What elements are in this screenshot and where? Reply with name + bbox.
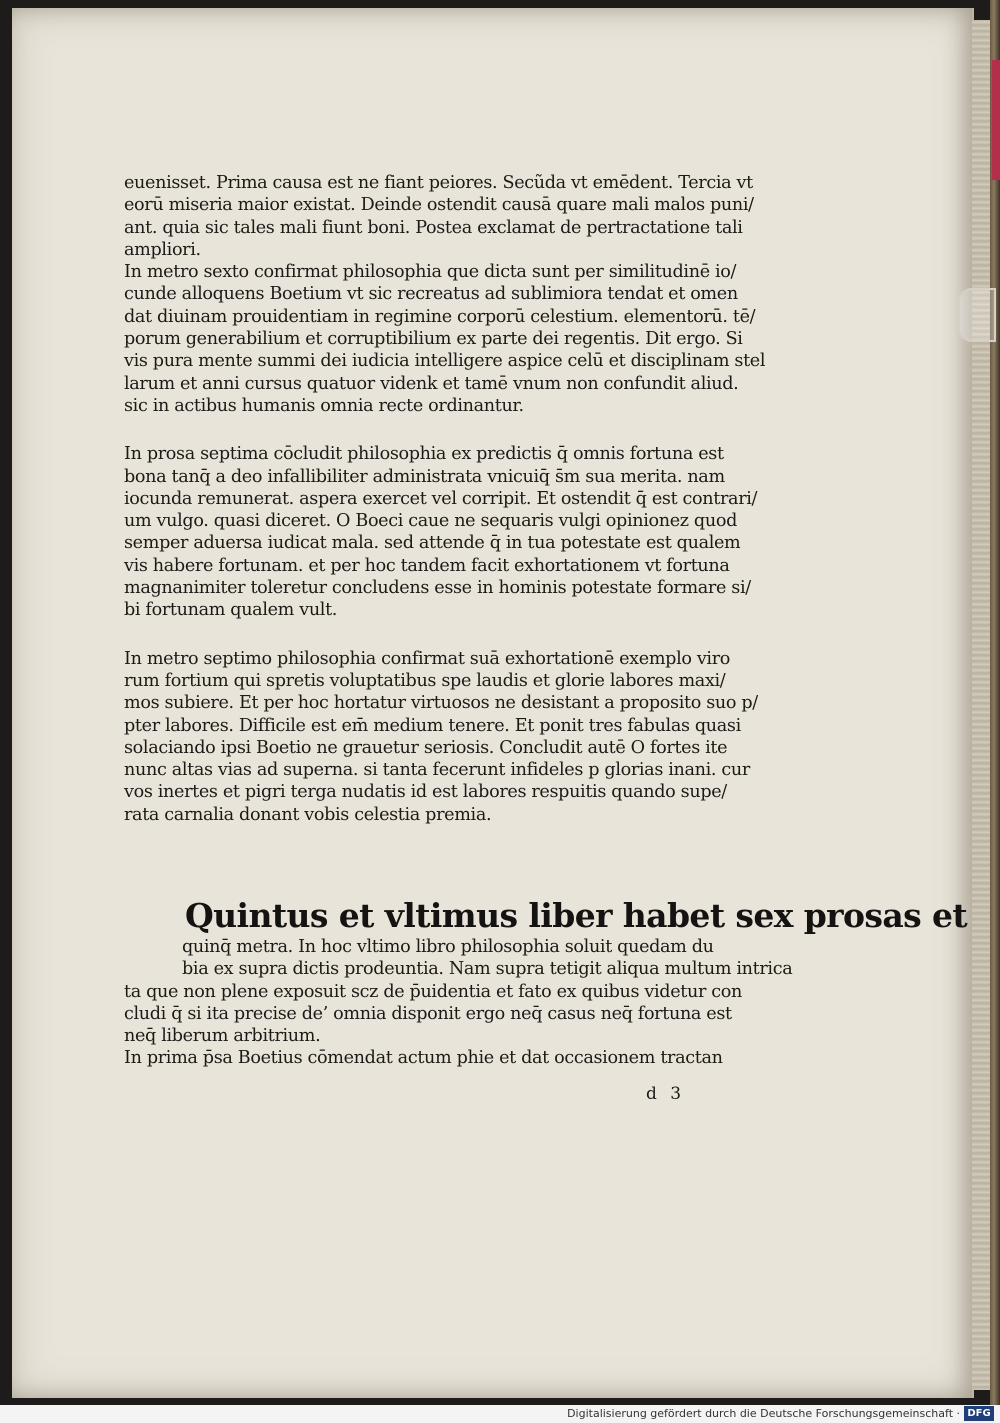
text-line: vis habere fortunam. et per hoc tandem facit exhortationem vt fortuna (124, 555, 730, 576)
paragraph-prosa-septima (124, 443, 764, 621)
binding-red-ribbon (992, 60, 1000, 180)
text-line: dat diuinam prouidentiam in regimine corporū celestium. elementorū. tē/ (124, 306, 756, 327)
signature-mark: d 3 (646, 1084, 686, 1104)
text-line: eorū miseria maior existat. Deinde ostendit causā quare mali malos puni/ (124, 195, 754, 216)
text-line: ampliori. (124, 239, 201, 260)
text-line: larum et anni cursus quatuor videnk et tamē vnum non confundit aliud. (124, 373, 739, 394)
paragraph-metrum-septimum (124, 648, 764, 826)
text-line: euenisset. Prima causa est ne fiant peiores. Secũda vt emēdent. Tercia vt (124, 173, 753, 193)
text-line: ant. quia sic tales mali fiunt boni. Postea exclamat de pertractatione tali (124, 217, 743, 238)
text-line: vis pura mente summi dei iudicia intelligere aspice celū et disciplinam stel (124, 351, 766, 372)
text-line: nunc altas vias ad superna. si tanta fecerunt infideles p glorias inani. cur (124, 760, 750, 781)
text-line: rata carnalia donant vobis celestia premia. (124, 804, 492, 825)
text-line: cludi q̄ si ita precise de’ omnia disponit ergo neq̄ casus neq̄ fortuna est (124, 1003, 732, 1024)
text-line: porum generabilium et corruptibilium ex parte dei regentis. Dit ergo. Si (124, 329, 743, 350)
text-line: mos subiere. Et per hoc hortatur virtuosos ne desistant a proposito suo p/ (124, 693, 758, 714)
footer-credit: Digitalisierung gefördert durch die Deutsche Forschungsgemeinschaft · (567, 1407, 960, 1420)
book-binding (990, 0, 1000, 1405)
text-line: cunde alloquens Boetium vt sic recreatus ad sublimiora tendat et omen (124, 284, 738, 305)
text-line: bia ex supra dictis prodeuntia. Nam supra tetigit aliqua multum intrica (182, 959, 793, 980)
text-line: In prosa septima cōcludit philosophia ex predictis q̄ omnis fortuna est (124, 444, 724, 465)
paragraph-metrum-sextum (124, 261, 764, 417)
text-line: semper aduersa iudicat mala. sed attende q̄ in tua potestate est qualem (124, 533, 741, 554)
text-line: iocunda remunerat. aspera exercet vel corripit. Et ostendit q̄ est contrari/ (124, 488, 758, 509)
text-line: vos inertes et pigri terga nudatis id est labores respuitis quando supe/ (124, 782, 727, 803)
text-line: rum fortium qui spretis voluptatibus spe laudis et glorie labores maxi/ (124, 670, 726, 691)
dfg-logo: DFG (964, 1406, 994, 1421)
text-line: bona tanq̄ a deo infallibiliter administrata vnicuiq̄ s̄m sua merita. nam (124, 466, 725, 487)
text-line: solaciando ipsi Boetio ne grauetur seriosis. Concludit autē O fortes ite (124, 737, 728, 758)
text-line: um vulgo. quasi diceret. O Boeci caue ne sequaris vulgi opinionez quod (124, 511, 737, 532)
text-line: ta que non plene exposuit scz de p̄uidentia et fato ex quibus videtur con (124, 981, 743, 1002)
text-line: sic in actibus humanis omnia recte ordinantur. (124, 395, 524, 416)
text-line: quinq̄ metra. In hoc vltimo libro philosophia soluit quedam du (182, 937, 714, 957)
text-line: bi fortunam qualem vult. (124, 600, 338, 621)
text-line: pter labores. Difficile est em̄ medium tenere. Et ponit tres fabulas quasi (124, 715, 741, 736)
book-five-heading: Quintus et vltimus liber habet sex prosas et (185, 896, 968, 935)
text-line: magnanimiter toleretur concludens esse in hominis potestate formare si/ (124, 578, 751, 599)
main-text (124, 172, 764, 826)
text-line: neq̄ liberum arbitrium. (124, 1026, 321, 1047)
text-line: In prima p̄sa Boetius cōmendat actum phie et dat occasionem tractan (124, 1048, 723, 1069)
text-line: In metro sexto confirmat philosophia que dicta sunt per similitudinē io/ (124, 262, 737, 283)
page-clip-tab (958, 288, 996, 342)
book-five-intro (124, 936, 793, 1070)
text-line: In metro septimo philosophia confirmat suā exhortationē exemplo viro (124, 648, 730, 669)
paragraph-prosa-sexta-end (124, 172, 764, 261)
